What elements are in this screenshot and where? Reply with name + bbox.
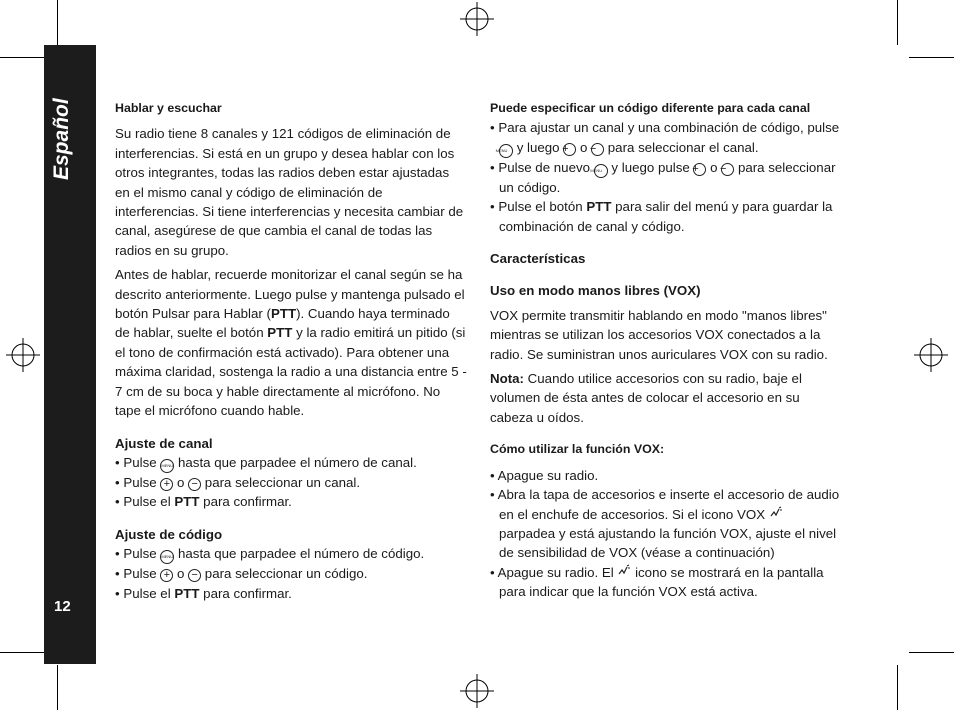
minus-button-icon: −	[188, 569, 201, 582]
crop-mark	[909, 652, 954, 653]
crop-mark	[57, 0, 58, 45]
menu-button-icon: MENU	[160, 459, 174, 473]
minus-button-icon: −	[721, 163, 734, 176]
heading-vox: Uso en modo manos libres (VOX)	[490, 283, 701, 299]
plus-button-icon: +	[693, 163, 706, 176]
list-item: • Para ajustar un canal y una combinación de código, pulse MENU y luego + o − para seleccionar el canal.	[490, 118, 842, 157]
heading-vox-howto: Cómo utilizar la función VOX:	[490, 442, 665, 457]
list-item: • Pulse el PTT para confirmar.	[115, 494, 292, 510]
list-item: • Apague su radio. El icono se mostrará en la pantalla para indicar que la función VOX está activa.	[490, 564, 824, 600]
vox-icon	[769, 506, 783, 520]
menu-button-icon: MENU	[160, 550, 174, 564]
crop-mark	[57, 665, 58, 710]
plus-button-icon: +	[563, 143, 576, 156]
registration-mark	[460, 674, 494, 708]
paragraph-channels: Su radio tiene 8 canales y 121 códigos de eliminación de interferencias. Si está en un grupo y desea hablar con los otros integrantes, todas las radios deben estar ajustadas en el mismo canal y código de eliminación de interferencias. Si tiene interferencias y necesita cambiar de canal, asegúrese de que cambia el canal de todas las radios en su grupo.	[115, 126, 464, 258]
list-item: • Pulse + o − para seleccionar un canal.	[115, 474, 361, 490]
list-item: • Pulse el botón PTT para salir del menú y para guardar la combinación de canal y código.	[490, 199, 833, 234]
note: Nota: Cuando utilice accesorios con su radio, baje el volumen de ésta antes de colocar el accesorio en su cabeza u oídos.	[490, 371, 802, 425]
heading-code: Ajuste de código	[115, 526, 223, 542]
menu-button-icon: MENU	[499, 144, 513, 158]
plus-button-icon: +	[160, 569, 173, 582]
list-item: • Pulse MENU hasta que parpadee el número de canal.	[115, 453, 467, 473]
heading-features: Características	[490, 251, 586, 267]
vox-icon	[617, 564, 631, 578]
heading-per-channel: Puede especificar un código diferente para cada canal	[490, 101, 811, 115]
menu-button-icon: MENU	[594, 164, 608, 178]
paragraph-talk: Antes de hablar, recuerde monitorizar el canal según se ha descrito anteriormente. Luego pulse y mantenga pulsado el botón Pulsar para Hablar (PTT). Cuando haya terminado de hablar, suelte el botón PTT y la radio emitirá un pitido (si el tono de confirmación está activado). Para obtener una máxima claridad, sostenga la radio a una distancia entre 5 - 7 cm de su boca y hable directamente al micrófono. No tape el micrófono cuando hable.	[115, 267, 467, 419]
plus-button-icon: +	[160, 478, 173, 491]
list-item: • Abra la tapa de accesorios e inserte el accesorio de audio en el enchufe de accesorios. Si el icono VOX parpadea y está ajustando la función VOX, ajuste el nivel de sensibilidad de VOX (véase a continuación)	[490, 487, 840, 561]
minus-button-icon: −	[591, 143, 604, 156]
minus-button-icon: −	[188, 478, 201, 491]
crop-mark	[909, 57, 954, 58]
list-item: • Pulse el PTT para confirmar.	[115, 585, 292, 601]
crop-mark	[897, 0, 898, 45]
right-column	[490, 99, 842, 602]
page-number: 12	[54, 598, 71, 615]
note-label: Nota:	[490, 371, 524, 387]
crop-mark	[0, 652, 45, 653]
section-title: Español	[50, 98, 73, 180]
paragraph-vox: VOX permite transmitir hablando en modo "manos libres" mientras se utilizan los accesorios VOX conectados a la radio. Se suministran unos auriculares VOX con su radio.	[490, 307, 828, 362]
list-item: • Pulse + o − para seleccionar un código.	[115, 566, 368, 582]
list-item: • Apague su radio.	[490, 467, 599, 483]
crop-mark	[897, 665, 898, 710]
left-column	[115, 99, 467, 603]
heading-channel: Ajuste de canal	[115, 435, 213, 451]
list-item: • Pulse de nuevo MENU y luego pulse + o − para seleccionar un código.	[490, 159, 836, 195]
crop-mark	[0, 57, 45, 58]
registration-mark	[914, 338, 948, 372]
registration-mark	[6, 338, 40, 372]
registration-mark	[460, 2, 494, 36]
heading-talk: Hablar y escuchar	[115, 101, 222, 115]
list-item: • Pulse MENU hasta que parpadee el número de código.	[115, 544, 467, 564]
